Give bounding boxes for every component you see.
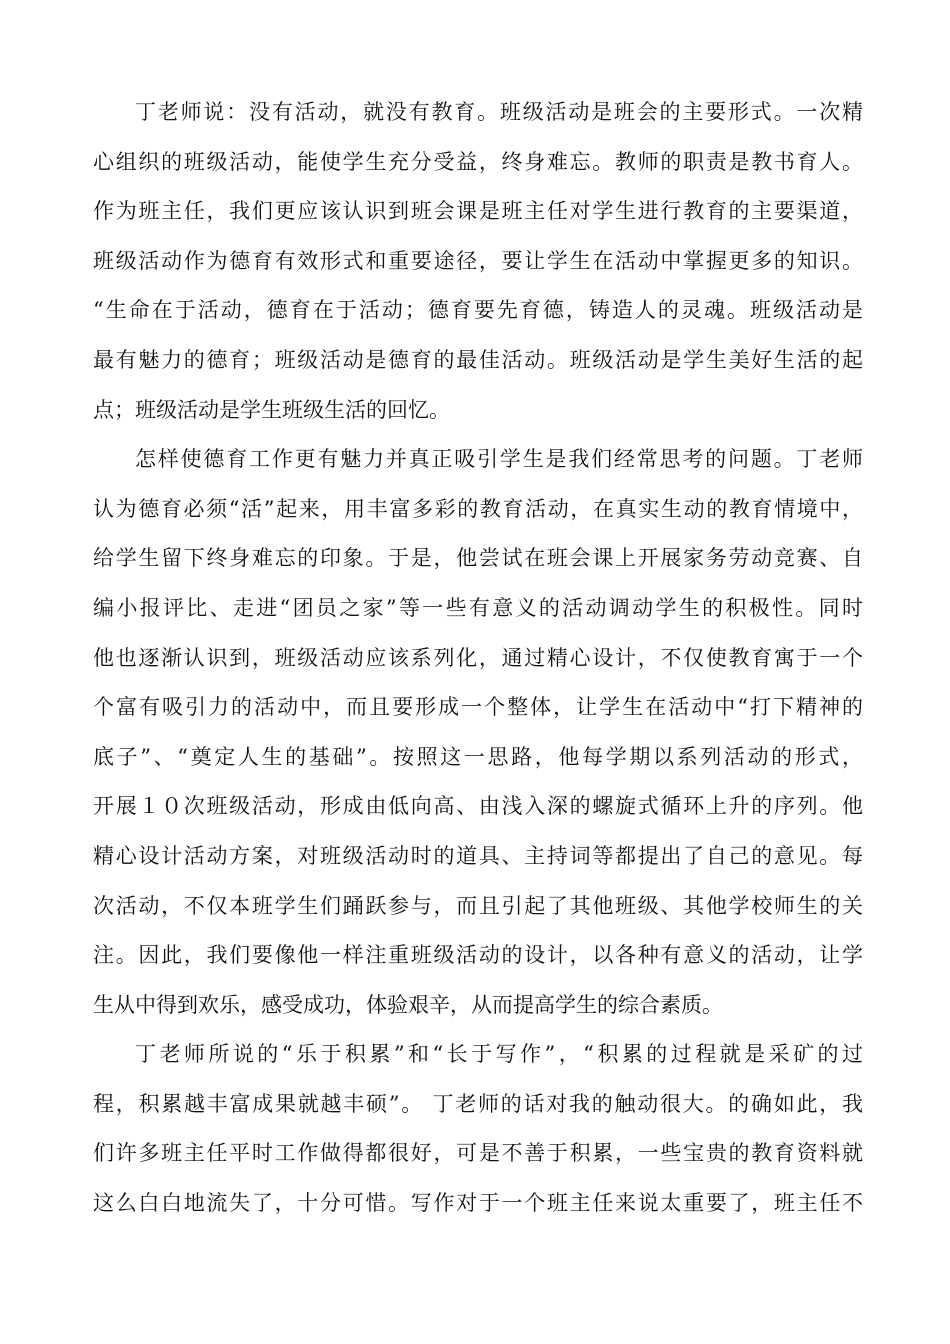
paragraph-3 [93,1030,863,1228]
text-line: 注。因此，我们要像他一样注重班级活动的设计，以各种有意义的活动，让学 [93,943,863,968]
text-line: 点；班级活动是学生班级生活的回忆。 [93,397,450,422]
paragraph-1 [93,88,863,435]
text-line: “生命在于活动，德育在于活动；德育要先育德，铸造人的灵魂。班级活动是 [93,298,863,323]
text-line: 班级活动作为德育有效形式和重要途径，要让学生在活动中掌握更多的知识。 [93,248,863,273]
paragraph-2 [93,435,863,1030]
text-line: 他也逐渐认识到，班级活动应该系列化，通过精心设计，不仅使教育寓于一个 [93,645,863,670]
text-line: 次活动，不仅本班学生们踊跃参与，而且引起了其他班级、其他学校师生的关 [93,893,863,918]
text-line: 认为德育必须“活”起来，用丰富多彩的教育活动，在真实生动的教育情境中， [93,496,863,521]
text-line: 编小报评比、走进“团员之家”等一些有意义的活动调动学生的积极性。同时 [93,595,863,620]
text-line: 给学生留下终身难忘的印象。于是，他尝试在班会课上开展家务劳动竞赛、自 [93,546,863,571]
text-line: 开展１０次班级活动，形成由低向高、由浅入深的螺旋式循环上升的序列。他 [93,794,863,819]
text-line: 精心设计活动方案，对班级活动时的道具、主持词等都提出了自己的意见。每 [93,843,863,868]
text-line: 作为班主任，我们更应该认识到班会课是班主任对学生进行教育的主要渠道， [93,199,863,224]
text-line: 生从中得到欢乐，感受成功，体验艰辛，从而提高学生的综合素质。 [93,992,723,1017]
document-body [93,88,863,1229]
text-line: 底子”、“奠定人生的基础”。按照这一思路，他每学期以系列活动的形式， [93,744,863,769]
text-line: 心组织的班级活动，能使学生充分受益，终身难忘。教师的职责是教书育人。 [93,149,863,174]
text-line: 个富有吸引力的活动中，而且要形成一个整体，让学生在活动中“打下精神的 [93,695,863,720]
text-line: 怎样使德育工作更有魅力并真正吸引学生是我们经常思考的问题。丁老师 [135,447,863,472]
text-line: 程，积累越丰富成果就越丰硕”。 丁老师的话对我的触动很大。的确如此，我 [93,1091,863,1116]
text-line: 丁老师说：没有活动，就没有教育。班级活动是班会的主要形式。一次精 [135,100,863,124]
text-line: 们许多班主任平时工作做得都很好，可是不善于积累，一些宝贵的教育资料就 [93,1141,863,1166]
text-line: 最有魅力的德育；班级活动是德育的最佳活动。班级活动是学生美好生活的起 [93,347,863,372]
text-line: 这么白白地流失了，十分可惜。写作对于一个班主任来说太重要了，班主任不 [93,1191,863,1216]
text-line: 丁老师所说的“乐于积累”和“长于写作”，“积累的过程就是采矿的过 [135,1042,863,1067]
